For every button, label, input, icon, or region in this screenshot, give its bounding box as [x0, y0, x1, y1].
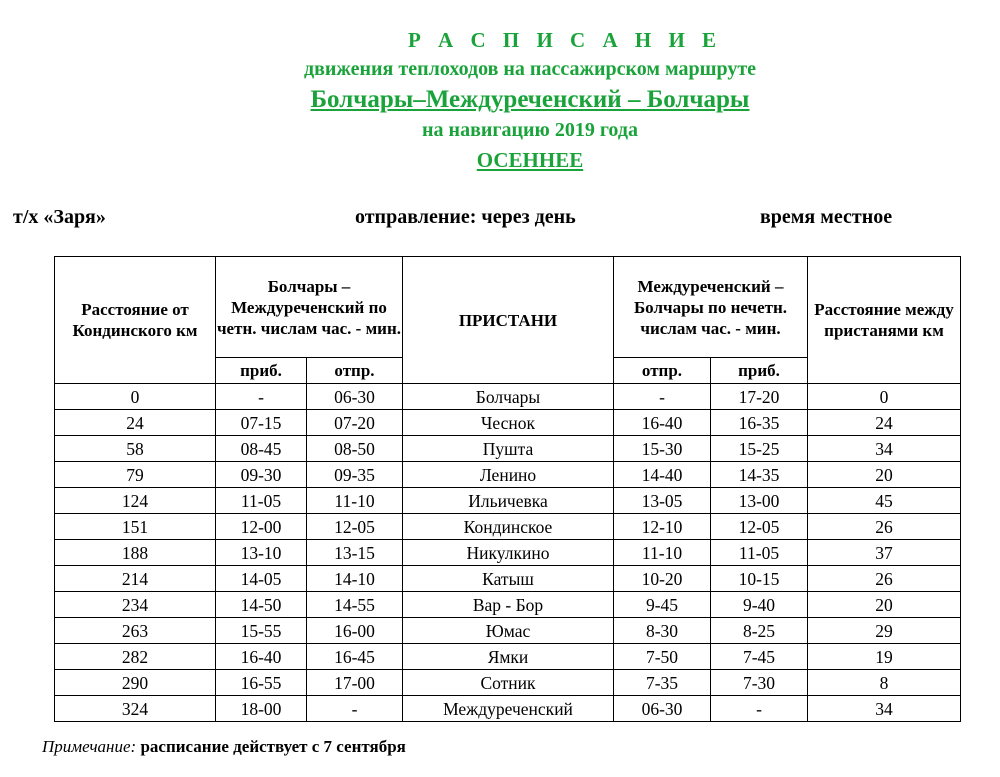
cell-backward-departure: 14-40 [614, 462, 711, 488]
table-row [55, 592, 961, 618]
cell-forward-arrival: 08-45 [216, 436, 307, 462]
cell-forward-departure: 09-35 [307, 462, 403, 488]
cell-forward-departure: 14-10 [307, 566, 403, 592]
cell-distance-between: 34 [808, 436, 961, 462]
cell-backward-arrival: 16-35 [711, 410, 808, 436]
cell-forward-arrival: 14-50 [216, 592, 307, 618]
cell-km: 58 [55, 436, 216, 462]
cell-backward-arrival: 14-35 [711, 462, 808, 488]
cell-forward-departure: 11-10 [307, 488, 403, 514]
cell-km: 124 [55, 488, 216, 514]
cell-forward-arrival: 15-55 [216, 618, 307, 644]
cell-pier-name: Кондинское [403, 514, 614, 540]
schedule-table [54, 256, 961, 722]
cell-km: 24 [55, 410, 216, 436]
table-row [55, 436, 961, 462]
table-row [55, 618, 961, 644]
time-zone-note: время местное [760, 206, 893, 228]
cell-forward-departure: 16-45 [307, 644, 403, 670]
cell-backward-arrival: 17-20 [711, 384, 808, 410]
header-backward-departure: отпр. [614, 358, 711, 384]
cell-distance-between: 26 [808, 566, 961, 592]
cell-distance-between: 8 [808, 670, 961, 696]
cell-backward-arrival: 8-25 [711, 618, 808, 644]
cell-pier-name: Вар - Бор [403, 592, 614, 618]
cell-pier-name: Катыш [403, 566, 614, 592]
table-row [55, 462, 961, 488]
cell-distance-between: 20 [808, 462, 961, 488]
cell-pier-name: Ильичевка [403, 488, 614, 514]
table-row [55, 566, 961, 592]
table-row [55, 670, 961, 696]
cell-km: 234 [55, 592, 216, 618]
cell-forward-departure: 13-15 [307, 540, 403, 566]
header-backward-arrival: приб. [711, 358, 808, 384]
cell-pier-name: Никулкино [403, 540, 614, 566]
table-row [55, 384, 961, 410]
cell-pier-name: Чеснок [403, 410, 614, 436]
cell-forward-arrival: 13-10 [216, 540, 307, 566]
cell-backward-arrival: 12-05 [711, 514, 808, 540]
cell-pier-name: Юмас [403, 618, 614, 644]
cell-distance-between: 0 [808, 384, 961, 410]
cell-distance-between: 26 [808, 514, 961, 540]
cell-backward-departure: 16-40 [614, 410, 711, 436]
schedule-title: Р А С П И С А Н И Е [407, 28, 723, 52]
header-piers: ПРИСТАНИ [403, 257, 614, 384]
cell-backward-departure: 7-50 [614, 644, 711, 670]
cell-backward-arrival: 7-30 [711, 670, 808, 696]
cell-forward-departure: 17-00 [307, 670, 403, 696]
cell-distance-between: 29 [808, 618, 961, 644]
cell-distance-between: 37 [808, 540, 961, 566]
cell-backward-departure: 12-10 [614, 514, 711, 540]
navigation-year: на навигацию 2019 года [422, 119, 638, 141]
cell-forward-arrival: 16-55 [216, 670, 307, 696]
cell-km: 282 [55, 644, 216, 670]
header-distance-from: Расстояние от Кондинского км [55, 257, 216, 384]
table-row [55, 696, 961, 722]
cell-km: 324 [55, 696, 216, 722]
cell-backward-arrival: 15-25 [711, 436, 808, 462]
cell-backward-arrival: 7-45 [711, 644, 808, 670]
vessel-name: т/х «Заря» [13, 206, 106, 228]
schedule-note [42, 737, 406, 757]
cell-backward-departure: 15-30 [614, 436, 711, 462]
cell-backward-arrival: 9-40 [711, 592, 808, 618]
cell-forward-arrival: 16-40 [216, 644, 307, 670]
cell-km: 214 [55, 566, 216, 592]
note-text: расписание действует с 7 сентября [140, 737, 406, 756]
cell-forward-departure: 12-05 [307, 514, 403, 540]
cell-pier-name: Пушта [403, 436, 614, 462]
table-row [55, 514, 961, 540]
cell-km: 151 [55, 514, 216, 540]
cell-forward-departure: 16-00 [307, 618, 403, 644]
table-row [55, 410, 961, 436]
cell-pier-name: Сотник [403, 670, 614, 696]
cell-forward-arrival: 14-05 [216, 566, 307, 592]
cell-km: 263 [55, 618, 216, 644]
table-row [55, 488, 961, 514]
cell-backward-departure: 11-10 [614, 540, 711, 566]
cell-km: 188 [55, 540, 216, 566]
cell-forward-departure: 06-30 [307, 384, 403, 410]
season-label: ОСЕННЕЕ [476, 148, 584, 172]
header-forward-direction: Болчары – Междуреченский по четн. числам час. - мин. [216, 257, 403, 358]
cell-backward-departure: 06-30 [614, 696, 711, 722]
schedule-rows [55, 384, 961, 722]
table-row [55, 644, 961, 670]
header-distance-between: Расстояние между пристанями км [808, 257, 961, 384]
cell-pier-name: Ленино [403, 462, 614, 488]
cell-backward-arrival: - [711, 696, 808, 722]
cell-pier-name: Ямки [403, 644, 614, 670]
cell-backward-arrival: 11-05 [711, 540, 808, 566]
table-row [55, 540, 961, 566]
route-name: Болчары–Междуреченский – Болчары [310, 86, 750, 113]
cell-forward-arrival: 09-30 [216, 462, 307, 488]
cell-pier-name: Болчары [403, 384, 614, 410]
cell-forward-arrival: 18-00 [216, 696, 307, 722]
cell-forward-departure: 08-50 [307, 436, 403, 462]
header-backward-direction: Междуреченский – Болчары по нечетн. числам час. - мин. [614, 257, 808, 358]
cell-backward-departure: 8-30 [614, 618, 711, 644]
cell-backward-arrival: 13-00 [711, 488, 808, 514]
cell-forward-arrival: 12-00 [216, 514, 307, 540]
cell-km: 79 [55, 462, 216, 488]
cell-forward-arrival: 11-05 [216, 488, 307, 514]
schedule-subtitle: движения теплоходов на пассажирском маршруте [303, 58, 757, 80]
cell-forward-departure: 14-55 [307, 592, 403, 618]
cell-km: 290 [55, 670, 216, 696]
cell-backward-departure: - [614, 384, 711, 410]
departure-frequency: отправление: через день [355, 206, 576, 228]
cell-distance-between: 24 [808, 410, 961, 436]
header-forward-departure: отпр. [307, 358, 403, 384]
cell-forward-arrival: 07-15 [216, 410, 307, 436]
cell-distance-between: 34 [808, 696, 961, 722]
cell-km: 0 [55, 384, 216, 410]
cell-backward-departure: 10-20 [614, 566, 711, 592]
cell-backward-departure: 9-45 [614, 592, 711, 618]
cell-forward-departure: - [307, 696, 403, 722]
cell-backward-departure: 7-35 [614, 670, 711, 696]
cell-backward-arrival: 10-15 [711, 566, 808, 592]
note-label: Примечание: [42, 737, 137, 756]
cell-distance-between: 45 [808, 488, 961, 514]
cell-forward-departure: 07-20 [307, 410, 403, 436]
cell-pier-name: Междуреченский [403, 696, 614, 722]
cell-distance-between: 20 [808, 592, 961, 618]
cell-backward-departure: 13-05 [614, 488, 711, 514]
cell-forward-arrival: - [216, 384, 307, 410]
header-forward-arrival: приб. [216, 358, 307, 384]
cell-distance-between: 19 [808, 644, 961, 670]
